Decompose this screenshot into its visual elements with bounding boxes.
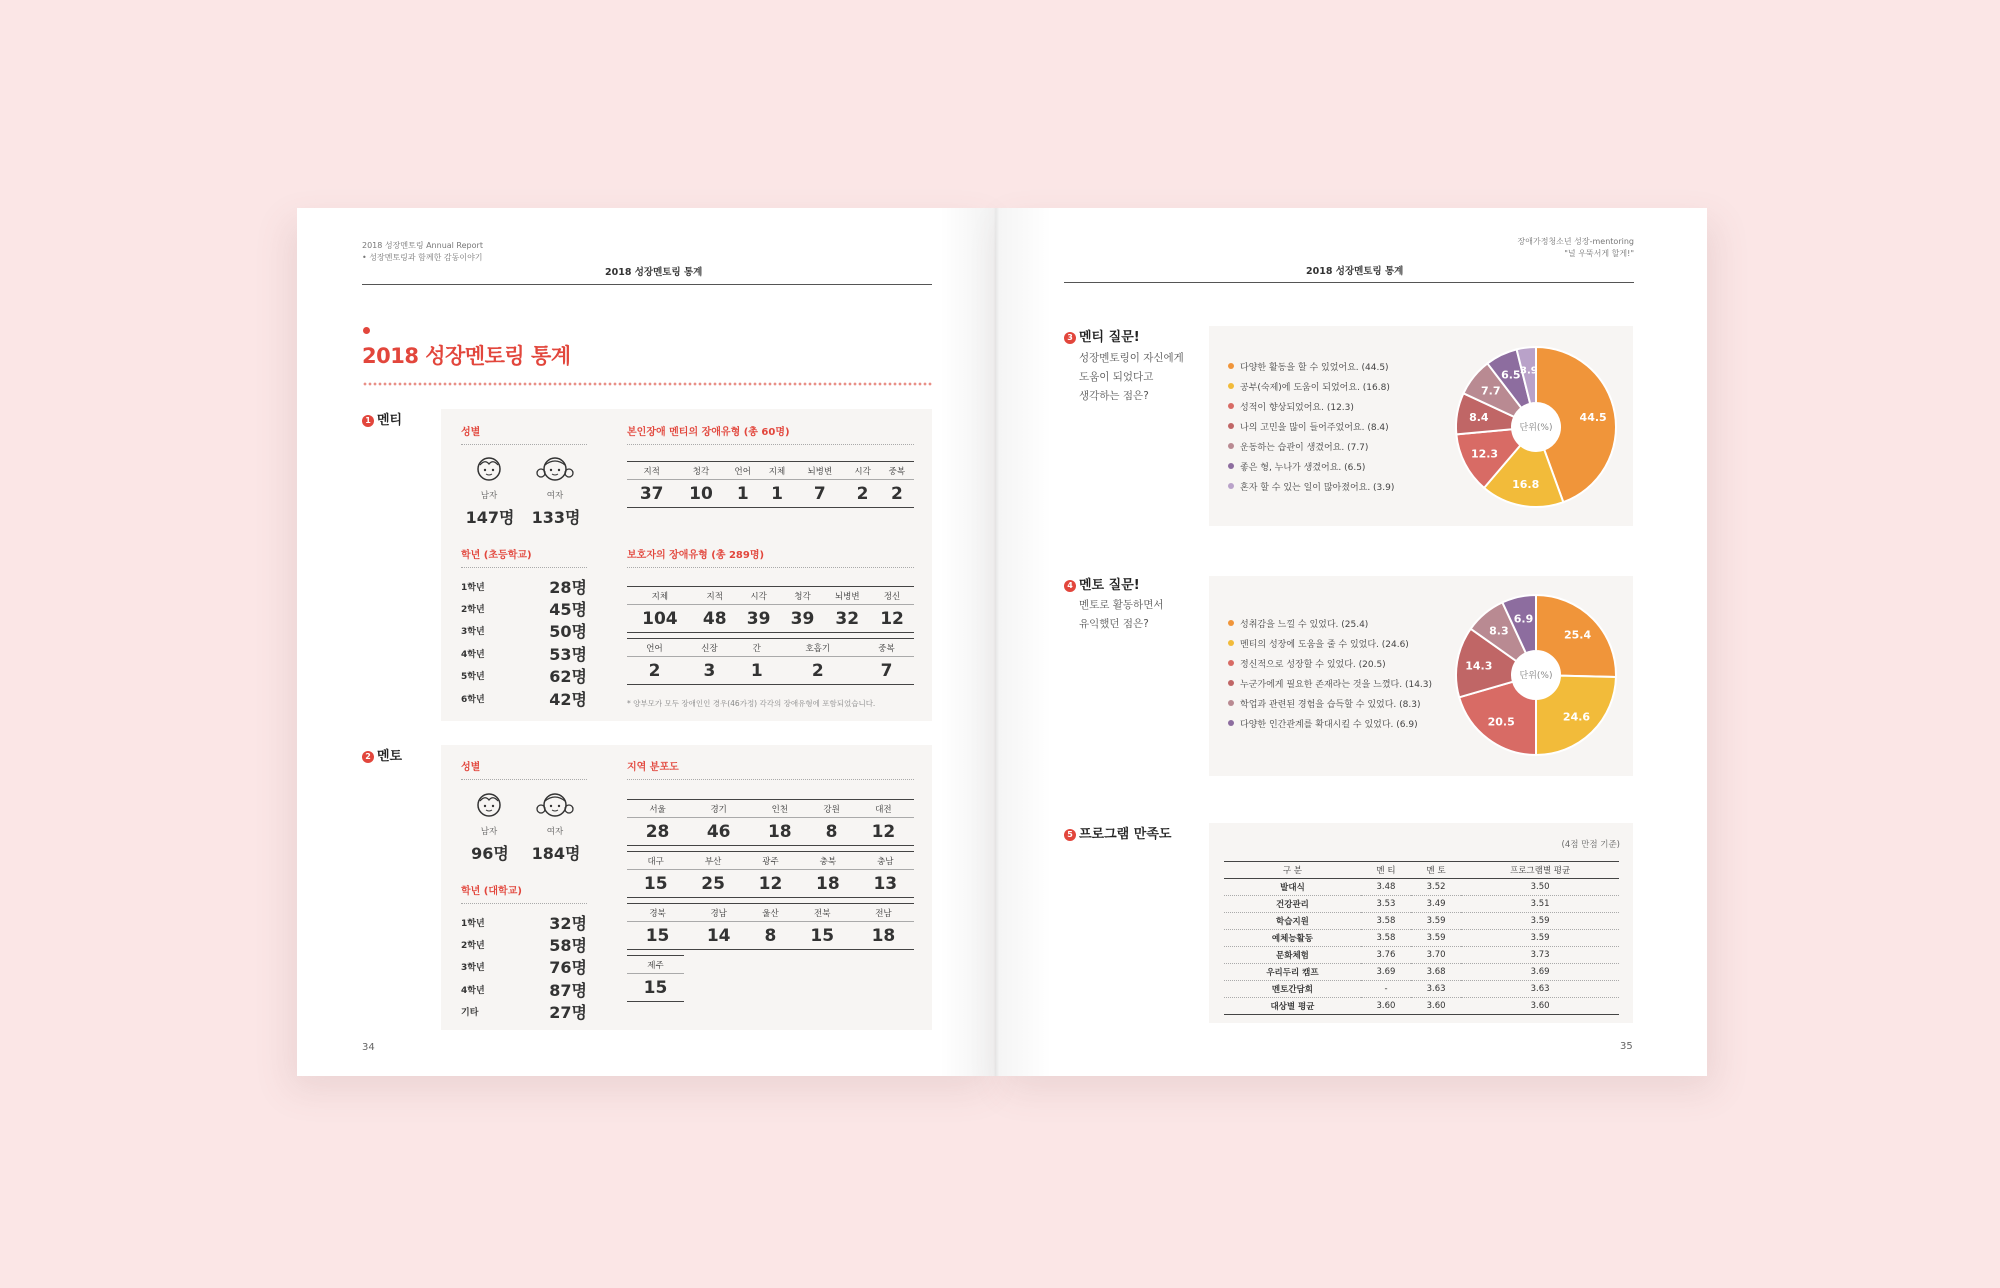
legend-label: 다양한 활동을 할 수 있었어요. (44.5) <box>1240 363 1389 373</box>
table-value-cell: 2 <box>777 657 859 685</box>
divider <box>461 779 587 780</box>
satisfaction-score: 3.58 <box>1361 913 1411 930</box>
section-number-badge: 1 <box>362 415 374 427</box>
table-header-cell: 강원 <box>810 800 852 818</box>
pie-slice-label: 8.4 <box>1469 411 1489 425</box>
table-value-cell: 10 <box>676 480 725 508</box>
legend-dot-icon <box>1228 423 1234 429</box>
table-header-cell: 호흡기 <box>777 639 859 657</box>
table-value-cell: 8 <box>749 922 791 950</box>
pie-slice-label: 12.3 <box>1470 447 1499 461</box>
pie-slice-label: 24.6 <box>1562 710 1591 724</box>
table-header-cell: 중복 <box>859 639 914 657</box>
grade-label: 기타 <box>461 1008 479 1019</box>
legend-item <box>1228 438 1394 458</box>
mentee-male-count: 147명 <box>465 508 515 527</box>
grade-label: 5학년 <box>461 672 485 683</box>
left-header-title: 2018 성장멘토링 통계 <box>605 267 703 278</box>
legend-label: 좋은 형, 누나가 생겼어요. (6.5) <box>1240 463 1366 473</box>
mentor-question-legend <box>1228 615 1432 735</box>
table-header-cell: 언어 <box>726 462 760 480</box>
table-row <box>1224 896 1619 913</box>
left-header-rule <box>362 284 932 285</box>
grade-count: 53명 <box>549 644 587 664</box>
mentor-question-label: 멘토 질문! <box>1079 578 1140 593</box>
grade-count: 62명 <box>549 667 587 687</box>
satisfaction-score: 3.53 <box>1361 896 1411 913</box>
table-row <box>1224 981 1619 998</box>
table-value-cell: 1 <box>737 657 777 685</box>
divider <box>461 567 587 568</box>
section-mentee-label: 멘티 <box>377 413 403 428</box>
grade-row <box>461 911 587 933</box>
grade-row <box>461 978 587 1000</box>
legend-dot-icon <box>1228 680 1234 686</box>
table-header-cell: 서울 <box>627 800 688 818</box>
question-line: 멘토로 활동하면서 <box>1079 599 1164 611</box>
table-value-cell: 12 <box>742 870 799 898</box>
pie-slice-label: 6.5 <box>1501 368 1521 382</box>
pie-slice-label: 16.8 <box>1512 478 1540 492</box>
mentor-grade-list <box>461 911 587 1023</box>
mentor-question-text <box>1079 596 1163 634</box>
guardian-disability-table-1 <box>627 586 914 633</box>
satisfaction-score: 3.60 <box>1461 998 1619 1015</box>
table-value-cell: 48 <box>693 605 737 633</box>
divider <box>461 903 587 904</box>
legend-label: 누군가에게 필요한 존재라는 것을 느꼈다. (14.3) <box>1240 680 1433 690</box>
pie-slice-label: 20.5 <box>1487 715 1515 729</box>
table-value-cell: 8 <box>810 818 852 846</box>
satisfaction-score: 3.68 <box>1411 964 1461 981</box>
table-header-cell: 대구 <box>627 852 684 870</box>
satisfaction-score: 3.60 <box>1411 998 1461 1015</box>
right-header-title: 2018 성장멘토링 통계 <box>1306 266 1404 277</box>
section-number-badge: 5 <box>1064 829 1076 841</box>
mentor-gender-label: 성별 <box>461 762 481 773</box>
satisfaction-score: 3.59 <box>1461 913 1619 930</box>
legend-label: 성적이 향상되었어요. (12.3) <box>1240 403 1354 413</box>
mentor-female-count: 184명 <box>531 844 581 863</box>
boy-icon <box>474 455 504 483</box>
region-table-1 <box>627 799 914 846</box>
satisfaction-row-name: 예체능활동 <box>1224 930 1361 947</box>
grade-row <box>461 575 587 597</box>
satisfaction-row-name: 건강관리 <box>1224 896 1361 913</box>
grade-count: 58명 <box>549 936 587 956</box>
legend-item <box>1228 655 1432 675</box>
satisfaction-score: 3.51 <box>1461 896 1619 913</box>
table-value-cell: 12 <box>870 605 914 633</box>
table-row <box>1224 913 1619 930</box>
pie-slice-label: 44.5 <box>1579 410 1607 424</box>
region-table-4 <box>627 955 684 1002</box>
table-row <box>1224 879 1619 896</box>
legend-dot-icon <box>1228 620 1234 626</box>
mentee-female-count: 133명 <box>531 508 581 527</box>
table-value-cell: 15 <box>627 922 688 950</box>
section-number-badge: 4 <box>1064 580 1076 592</box>
grade-count: 50명 <box>549 622 587 642</box>
table-value-cell: 15 <box>627 870 684 898</box>
section-mentee-heading <box>362 409 402 428</box>
table-value-cell: 18 <box>799 870 856 898</box>
section-mentor-question-heading <box>1064 574 1140 593</box>
table-row <box>1224 998 1619 1015</box>
right-page-number: 35 <box>1620 1041 1633 1052</box>
mentor-grade-label: 학년 (대학교) <box>461 886 522 897</box>
table-header-cell: 시각 <box>845 462 879 480</box>
section-mentor-heading <box>362 745 402 764</box>
table-value-cell: 7 <box>794 480 845 508</box>
grade-count: 27명 <box>549 1003 587 1023</box>
legend-dot-icon <box>1228 640 1234 646</box>
mentee-disability-table <box>627 461 914 508</box>
table-value-cell: 39 <box>781 605 825 633</box>
satisfaction-score: 3.59 <box>1411 913 1461 930</box>
satisfaction-score: 3.69 <box>1361 964 1411 981</box>
mentor-male-count: 96명 <box>471 844 509 863</box>
table-header-cell: 지체 <box>627 587 693 605</box>
table-value-cell: 25 <box>684 870 741 898</box>
legend-dot-icon <box>1228 700 1234 706</box>
question-line: 성장멘토링이 자신에게 <box>1079 352 1184 364</box>
pie-slice-label: 25.4 <box>1563 628 1592 642</box>
right-report-title: 장애가정청소년 성장-mentoring <box>1517 237 1634 246</box>
grade-row <box>461 620 587 642</box>
legend-label: 성취감을 느낄 수 있었다. (25.4) <box>1240 620 1369 630</box>
table-header-cell: 전북 <box>792 904 853 922</box>
grade-label: 1학년 <box>461 918 485 929</box>
grade-row <box>461 597 587 619</box>
grade-row <box>461 642 587 664</box>
satisfaction-score: 3.58 <box>1361 930 1411 947</box>
satisfaction-score: 3.52 <box>1411 879 1461 896</box>
legend-item <box>1228 478 1394 498</box>
grade-row <box>461 665 587 687</box>
report-subtitle: • 성장멘토링과 함께한 감동이야기 <box>362 253 483 262</box>
table-row <box>1224 947 1619 964</box>
legend-dot-icon <box>1228 483 1234 489</box>
satisfaction-label: 프로그램 만족도 <box>1079 827 1172 842</box>
table-header-cell: 부산 <box>684 852 741 870</box>
satisfaction-row-name: 우리두리 캠프 <box>1224 964 1361 981</box>
divider <box>627 779 914 780</box>
grade-label: 4학년 <box>461 649 485 660</box>
legend-item <box>1228 358 1394 378</box>
legend-item <box>1228 458 1394 478</box>
grade-count: 28명 <box>549 577 587 597</box>
satisfaction-row-name: 학습지원 <box>1224 913 1361 930</box>
table-header-cell: 언어 <box>627 639 682 657</box>
boy-icon <box>474 791 504 819</box>
mentee-question-pie-chart <box>1448 339 1624 515</box>
satisfaction-score: 3.63 <box>1411 981 1461 998</box>
table-value-cell: 39 <box>737 605 781 633</box>
table-header-cell: 간 <box>737 639 777 657</box>
mentor-region-title: 지역 분포도 <box>627 762 679 773</box>
table-value-cell: 14 <box>688 922 749 950</box>
table-header-cell: 중복 <box>880 462 914 480</box>
legend-label: 혼자 할 수 있는 일이 많아졌어요. (3.9) <box>1240 483 1395 493</box>
question-line: 유익했던 점은? <box>1079 618 1149 630</box>
female-label: 여자 <box>546 491 564 501</box>
table-value-cell: 37 <box>627 480 676 508</box>
girl-icon <box>535 455 575 483</box>
table-header-cell: 청각 <box>781 587 825 605</box>
table-value-cell: 15 <box>792 922 853 950</box>
section-mentee-question-heading <box>1064 326 1140 345</box>
satisfaction-score: - <box>1361 981 1411 998</box>
mentee-grade-label: 학년 (초등학교) <box>461 550 532 561</box>
divider <box>627 567 914 568</box>
table-value-cell: 7 <box>859 657 914 685</box>
pie-slice-label: 7.7 <box>1481 384 1501 398</box>
legend-label: 공부(숙제)에 도움이 되었어요. (16.8) <box>1240 383 1390 393</box>
section-mentor-label: 멘토 <box>377 749 403 764</box>
pie-center-label: 단위(%) <box>1519 423 1553 433</box>
grade-row <box>461 687 587 709</box>
table-header-cell: 경북 <box>627 904 688 922</box>
table-value-cell: 104 <box>627 605 693 633</box>
title-wavy-rule <box>362 381 932 387</box>
pie-slice-label: 14.3 <box>1465 659 1493 673</box>
table-header-cell: 정신 <box>870 587 914 605</box>
legend-item <box>1228 695 1432 715</box>
divider <box>627 444 914 445</box>
mentee-question-legend <box>1228 358 1394 498</box>
legend-dot-icon <box>1228 463 1234 469</box>
guardian-footnote: * 양부모가 모두 장애인인 경우(46가정) 각각의 장애유형에 포함되었습니다. <box>627 699 876 708</box>
table-header-cell: 지적 <box>627 462 676 480</box>
table-header-cell: 청각 <box>676 462 725 480</box>
girl-icon <box>535 791 575 819</box>
table-row <box>1224 964 1619 981</box>
table-value-cell: 2 <box>880 480 914 508</box>
title-dot <box>363 327 370 334</box>
question-line: 생각하는 점은? <box>1079 390 1149 402</box>
satisfaction-row-name: 문화체험 <box>1224 947 1361 964</box>
table-header-cell: 지체 <box>760 462 794 480</box>
mentee-gender-label: 성별 <box>461 427 481 438</box>
satisfaction-scale-note: (4점 만점 기준) <box>1561 840 1620 850</box>
legend-item <box>1228 615 1432 635</box>
section-number-badge: 3 <box>1064 332 1076 344</box>
satisfaction-header-cell: 프로그램별 평균 <box>1461 862 1619 879</box>
mentee-grade-list <box>461 575 587 709</box>
guardian-disability-title: 보호자의 장애유형 (총 289명) <box>627 550 765 561</box>
satisfaction-score: 3.59 <box>1461 930 1619 947</box>
satisfaction-score: 3.69 <box>1461 964 1619 981</box>
satisfaction-score: 3.50 <box>1461 879 1619 896</box>
satisfaction-score: 3.70 <box>1411 947 1461 964</box>
table-value-cell: 1 <box>726 480 760 508</box>
grade-row <box>461 933 587 955</box>
legend-dot-icon <box>1228 383 1234 389</box>
grade-row <box>461 1001 587 1023</box>
male-label: 남자 <box>480 827 498 837</box>
pie-slice-label: 6.9 <box>1513 612 1534 626</box>
table-header-cell: 경남 <box>688 904 749 922</box>
satisfaction-row-name: 대상별 평균 <box>1224 998 1361 1015</box>
grade-count: 32명 <box>549 913 587 933</box>
table-header-cell: 광주 <box>742 852 799 870</box>
satisfaction-score: 3.76 <box>1361 947 1411 964</box>
grade-count: 87명 <box>549 980 587 1000</box>
divider <box>461 444 587 445</box>
grade-label: 6학년 <box>461 694 485 705</box>
table-row <box>1224 930 1619 947</box>
guardian-disability-table-2 <box>627 638 914 685</box>
table-header-cell: 인천 <box>749 800 810 818</box>
table-value-cell: 3 <box>682 657 737 685</box>
mentee-question-text <box>1079 349 1184 406</box>
legend-item <box>1228 378 1394 398</box>
table-value-cell: 18 <box>749 818 810 846</box>
mentee-question-label: 멘티 질문! <box>1079 330 1140 345</box>
female-label: 여자 <box>546 827 564 837</box>
report-title: 2018 성장멘토링 Annual Report <box>362 241 483 250</box>
section-satisfaction-heading <box>1064 823 1171 842</box>
table-value-cell: 32 <box>824 605 870 633</box>
legend-dot-icon <box>1228 363 1234 369</box>
table-header-cell: 제주 <box>627 956 684 974</box>
table-header-cell: 충남 <box>857 852 914 870</box>
legend-label: 나의 고민을 많이 들어주었어요. (8.4) <box>1240 423 1389 433</box>
table-value-cell: 15 <box>627 974 684 1002</box>
table-header-cell: 충북 <box>799 852 856 870</box>
table-header-cell: 울산 <box>749 904 791 922</box>
page-title: 2018 성장멘토링 통계 <box>362 344 571 368</box>
question-line: 도움이 되었다고 <box>1079 371 1154 383</box>
legend-item <box>1228 635 1432 655</box>
legend-dot-icon <box>1228 660 1234 666</box>
legend-label: 학업과 관련된 경험을 습득할 수 있었다. (8.3) <box>1240 700 1421 710</box>
table-header-cell: 경기 <box>688 800 749 818</box>
legend-item <box>1228 418 1394 438</box>
grade-row <box>461 956 587 978</box>
grade-label: 2학년 <box>461 941 485 952</box>
region-table-3 <box>627 903 914 950</box>
table-value-cell: 18 <box>853 922 914 950</box>
satisfaction-score: 3.59 <box>1411 930 1461 947</box>
grade-count: 42명 <box>549 689 587 709</box>
grade-label: 2학년 <box>461 605 485 616</box>
satisfaction-row-name: 발대식 <box>1224 879 1361 896</box>
table-value-cell: 46 <box>688 818 749 846</box>
table-header-cell: 뇌병변 <box>824 587 870 605</box>
legend-item <box>1228 398 1394 418</box>
pie-center-label: 단위(%) <box>1519 671 1553 681</box>
satisfaction-header-cell: 멘 티 <box>1361 862 1411 879</box>
grade-label: 3학년 <box>461 627 485 638</box>
satisfaction-score: 3.63 <box>1461 981 1619 998</box>
section-number-badge: 2 <box>362 751 374 763</box>
grade-label: 1학년 <box>461 582 485 593</box>
grade-count: 45명 <box>549 600 587 620</box>
table-value-cell: 2 <box>627 657 682 685</box>
pie-slice-label: 3.9 <box>1520 365 1538 377</box>
grade-count: 76명 <box>549 958 587 978</box>
satisfaction-header-cell: 구 분 <box>1224 862 1361 879</box>
table-value-cell: 28 <box>627 818 688 846</box>
pie-slice-label: 8.3 <box>1489 624 1509 638</box>
grade-label: 3학년 <box>461 963 485 974</box>
satisfaction-table <box>1224 861 1619 1015</box>
legend-label: 다양한 인간관계를 확대시킬 수 있었다. (6.9) <box>1240 720 1418 730</box>
table-value-cell: 1 <box>760 480 794 508</box>
satisfaction-score: 3.73 <box>1461 947 1619 964</box>
table-header-cell: 대전 <box>853 800 914 818</box>
legend-label: 멘티의 성장에 도움을 줄 수 있었다. (24.6) <box>1240 640 1409 650</box>
satisfaction-header-cell: 멘 토 <box>1411 862 1461 879</box>
table-value-cell: 2 <box>845 480 879 508</box>
table-header-cell: 전남 <box>853 904 914 922</box>
male-label: 남자 <box>480 491 498 501</box>
right-report-subtitle: "널 우뚝서게 할게!" <box>1564 249 1634 258</box>
satisfaction-row-name: 멘토간담회 <box>1224 981 1361 998</box>
legend-dot-icon <box>1228 720 1234 726</box>
legend-dot-icon <box>1228 443 1234 449</box>
table-header-cell: 지적 <box>693 587 737 605</box>
table-value-cell: 12 <box>853 818 914 846</box>
left-page-number: 34 <box>362 1042 375 1053</box>
table-value-cell: 13 <box>857 870 914 898</box>
satisfaction-score: 3.49 <box>1411 896 1461 913</box>
table-header-cell: 시각 <box>737 587 781 605</box>
grade-label: 4학년 <box>461 985 485 996</box>
satisfaction-score: 3.60 <box>1361 998 1411 1015</box>
legend-dot-icon <box>1228 403 1234 409</box>
satisfaction-score: 3.48 <box>1361 879 1411 896</box>
legend-label: 운동하는 습관이 생겼어요. (7.7) <box>1240 443 1369 453</box>
mentor-question-pie-chart <box>1448 587 1624 763</box>
legend-label: 정신적으로 성장할 수 있었다. (20.5) <box>1240 660 1386 670</box>
table-header-cell: 신장 <box>682 639 737 657</box>
right-header-rule <box>1064 282 1634 283</box>
legend-item <box>1228 715 1432 735</box>
table-header-cell: 뇌병변 <box>794 462 845 480</box>
mentee-disability-title: 본인장애 멘티의 장애유형 (총 60명) <box>627 427 790 438</box>
region-table-2 <box>627 851 914 898</box>
legend-item <box>1228 675 1432 695</box>
